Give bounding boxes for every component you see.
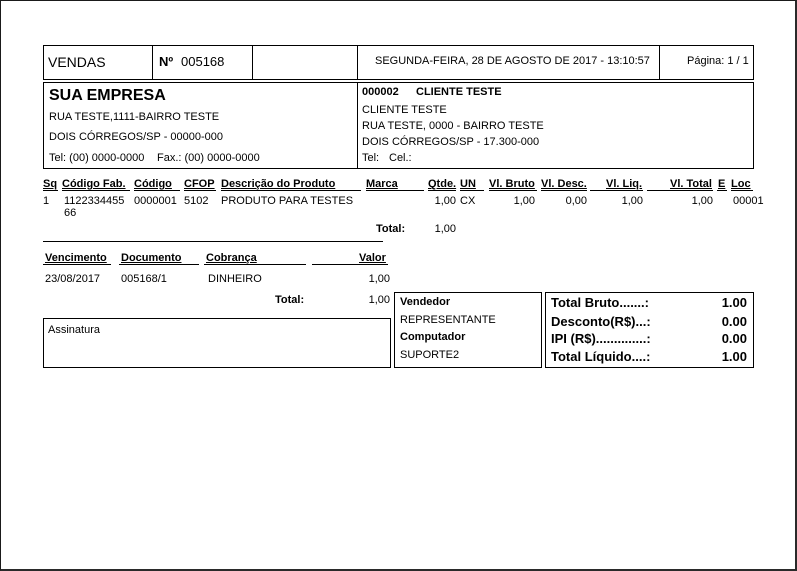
computador-value: SUPORTE2 bbox=[400, 349, 460, 361]
col-qtde: Qtde. bbox=[428, 178, 457, 190]
total-liquido-value: 1.00 bbox=[721, 349, 747, 364]
col-vl-desc: Vl. Desc. bbox=[541, 178, 587, 190]
header-underline bbox=[62, 190, 130, 191]
header-underline bbox=[119, 264, 199, 265]
client-title: CLIENTE TESTE bbox=[416, 86, 502, 98]
col-vl-liq: Vl. Liq. bbox=[606, 178, 643, 190]
items-total-label: Total: bbox=[376, 223, 406, 235]
header-underline bbox=[647, 190, 713, 191]
header-underline bbox=[731, 190, 753, 191]
col-codigo: Código bbox=[134, 178, 172, 190]
row-vl-total: 1,00 bbox=[691, 195, 713, 207]
order-number: 005168 bbox=[181, 54, 225, 69]
company-city: DOIS CÓRREGOS/SP - 00000-000 bbox=[49, 131, 224, 143]
header-underline bbox=[489, 190, 537, 191]
col-un: UN bbox=[460, 178, 476, 190]
col-vl-bruto: Vl. Bruto bbox=[489, 178, 535, 190]
header-underline bbox=[43, 190, 58, 191]
row-codigo: 0000001 bbox=[134, 195, 177, 207]
row-vl-liq: 1,00 bbox=[621, 195, 643, 207]
signature-label: Assinatura bbox=[48, 324, 100, 336]
company-address: RUA TESTE,1111-BAIRRO TESTE bbox=[49, 111, 220, 123]
row-descricao: PRODUTO PARA TESTES bbox=[221, 195, 354, 207]
header-underline bbox=[717, 190, 727, 191]
desconto-label: Desconto(R$)...: bbox=[551, 314, 651, 329]
row-cod-fab-cont: 66 bbox=[64, 207, 77, 219]
col-documento: Documento bbox=[121, 252, 182, 264]
client-code: 000002 bbox=[362, 86, 399, 98]
total-liquido-label: Total Líquido....: bbox=[551, 349, 651, 364]
client-name: CLIENTE TESTE bbox=[362, 104, 447, 116]
print-datetime: SEGUNDA-FEIRA, 28 DE AGOSTO DE 2017 - 13:10:57 bbox=[375, 55, 650, 67]
header-divider bbox=[252, 45, 253, 80]
desconto-value: 0.00 bbox=[721, 314, 747, 329]
payments-total-label: Total: bbox=[275, 294, 305, 306]
total-bruto-label: Total Bruto.......: bbox=[551, 295, 649, 310]
header-underline bbox=[541, 190, 587, 191]
payments-total-value: 1,00 bbox=[368, 294, 390, 306]
row-sq: 1 bbox=[43, 195, 50, 207]
vendedor-value: REPRESENTANTE bbox=[400, 314, 496, 326]
ipi-value: 0.00 bbox=[721, 331, 747, 346]
pay-valor: 1,00 bbox=[368, 273, 390, 285]
header-underline bbox=[134, 190, 180, 191]
header-divider bbox=[152, 45, 153, 80]
client-city: DOIS CÓRREGOS/SP - 17.300-000 bbox=[362, 136, 540, 148]
total-bruto-value: 1.00 bbox=[721, 295, 747, 310]
header-underline bbox=[221, 190, 361, 191]
header-underline bbox=[312, 264, 388, 265]
order-number-label: Nº bbox=[159, 54, 174, 69]
header-underline bbox=[460, 190, 484, 191]
col-valor: Valor bbox=[359, 252, 386, 264]
doc-type: VENDAS bbox=[48, 54, 106, 70]
section-divider bbox=[43, 241, 383, 242]
col-e: E bbox=[718, 178, 726, 190]
col-loc: Loc bbox=[731, 178, 751, 190]
row-cfop: 5102 bbox=[184, 195, 209, 207]
col-sq: Sq bbox=[43, 178, 58, 190]
header-underline bbox=[590, 190, 643, 191]
row-un: CX bbox=[460, 195, 476, 207]
col-cod-fab: Código Fab. bbox=[62, 178, 126, 190]
ipi-label: IPI (R$)..............: bbox=[551, 331, 651, 346]
company-fax: Fax.: (00) 0000-0000 bbox=[157, 152, 260, 164]
row-loc: 00001 bbox=[733, 195, 764, 207]
header-divider bbox=[357, 45, 358, 80]
col-vl-total: Vl. Total bbox=[670, 178, 712, 190]
row-cod-fab: 1122334455 bbox=[64, 195, 125, 207]
client-tel-label: Tel: bbox=[362, 152, 380, 164]
client-cel-label: Cel.: bbox=[389, 152, 412, 164]
vendedor-label: Vendedor bbox=[400, 296, 451, 308]
header-underline bbox=[43, 264, 111, 265]
header-underline bbox=[366, 190, 424, 191]
client-address: RUA TESTE, 0000 - BAIRRO TESTE bbox=[362, 120, 544, 132]
col-marca: Marca bbox=[366, 178, 398, 190]
header-divider bbox=[659, 45, 660, 80]
pay-cobranca: DINHEIRO bbox=[208, 273, 262, 285]
col-cfop: CFOP bbox=[184, 178, 215, 190]
row-vl-desc: 0,00 bbox=[565, 195, 587, 207]
parties-divider bbox=[357, 82, 358, 169]
page-indicator: Página: 1 / 1 bbox=[687, 55, 749, 67]
header-underline bbox=[184, 190, 216, 191]
company-name: SUA EMPRESA bbox=[49, 87, 166, 104]
items-total-value: 1,00 bbox=[434, 223, 456, 235]
row-vl-bruto: 1,00 bbox=[513, 195, 535, 207]
pay-vencimento: 23/08/2017 bbox=[45, 273, 101, 285]
row-qtde: 1,00 bbox=[434, 195, 456, 207]
pay-documento: 005168/1 bbox=[121, 273, 167, 285]
col-cobranca: Cobrança bbox=[206, 252, 257, 264]
col-vencimento: Vencimento bbox=[45, 252, 107, 264]
company-phone: Tel: (00) 0000-0000 bbox=[49, 152, 145, 164]
computador-label: Computador bbox=[400, 331, 466, 343]
header-underline bbox=[204, 264, 306, 265]
col-descricao: Descrição do Produto bbox=[221, 178, 336, 190]
header-underline bbox=[428, 190, 456, 191]
